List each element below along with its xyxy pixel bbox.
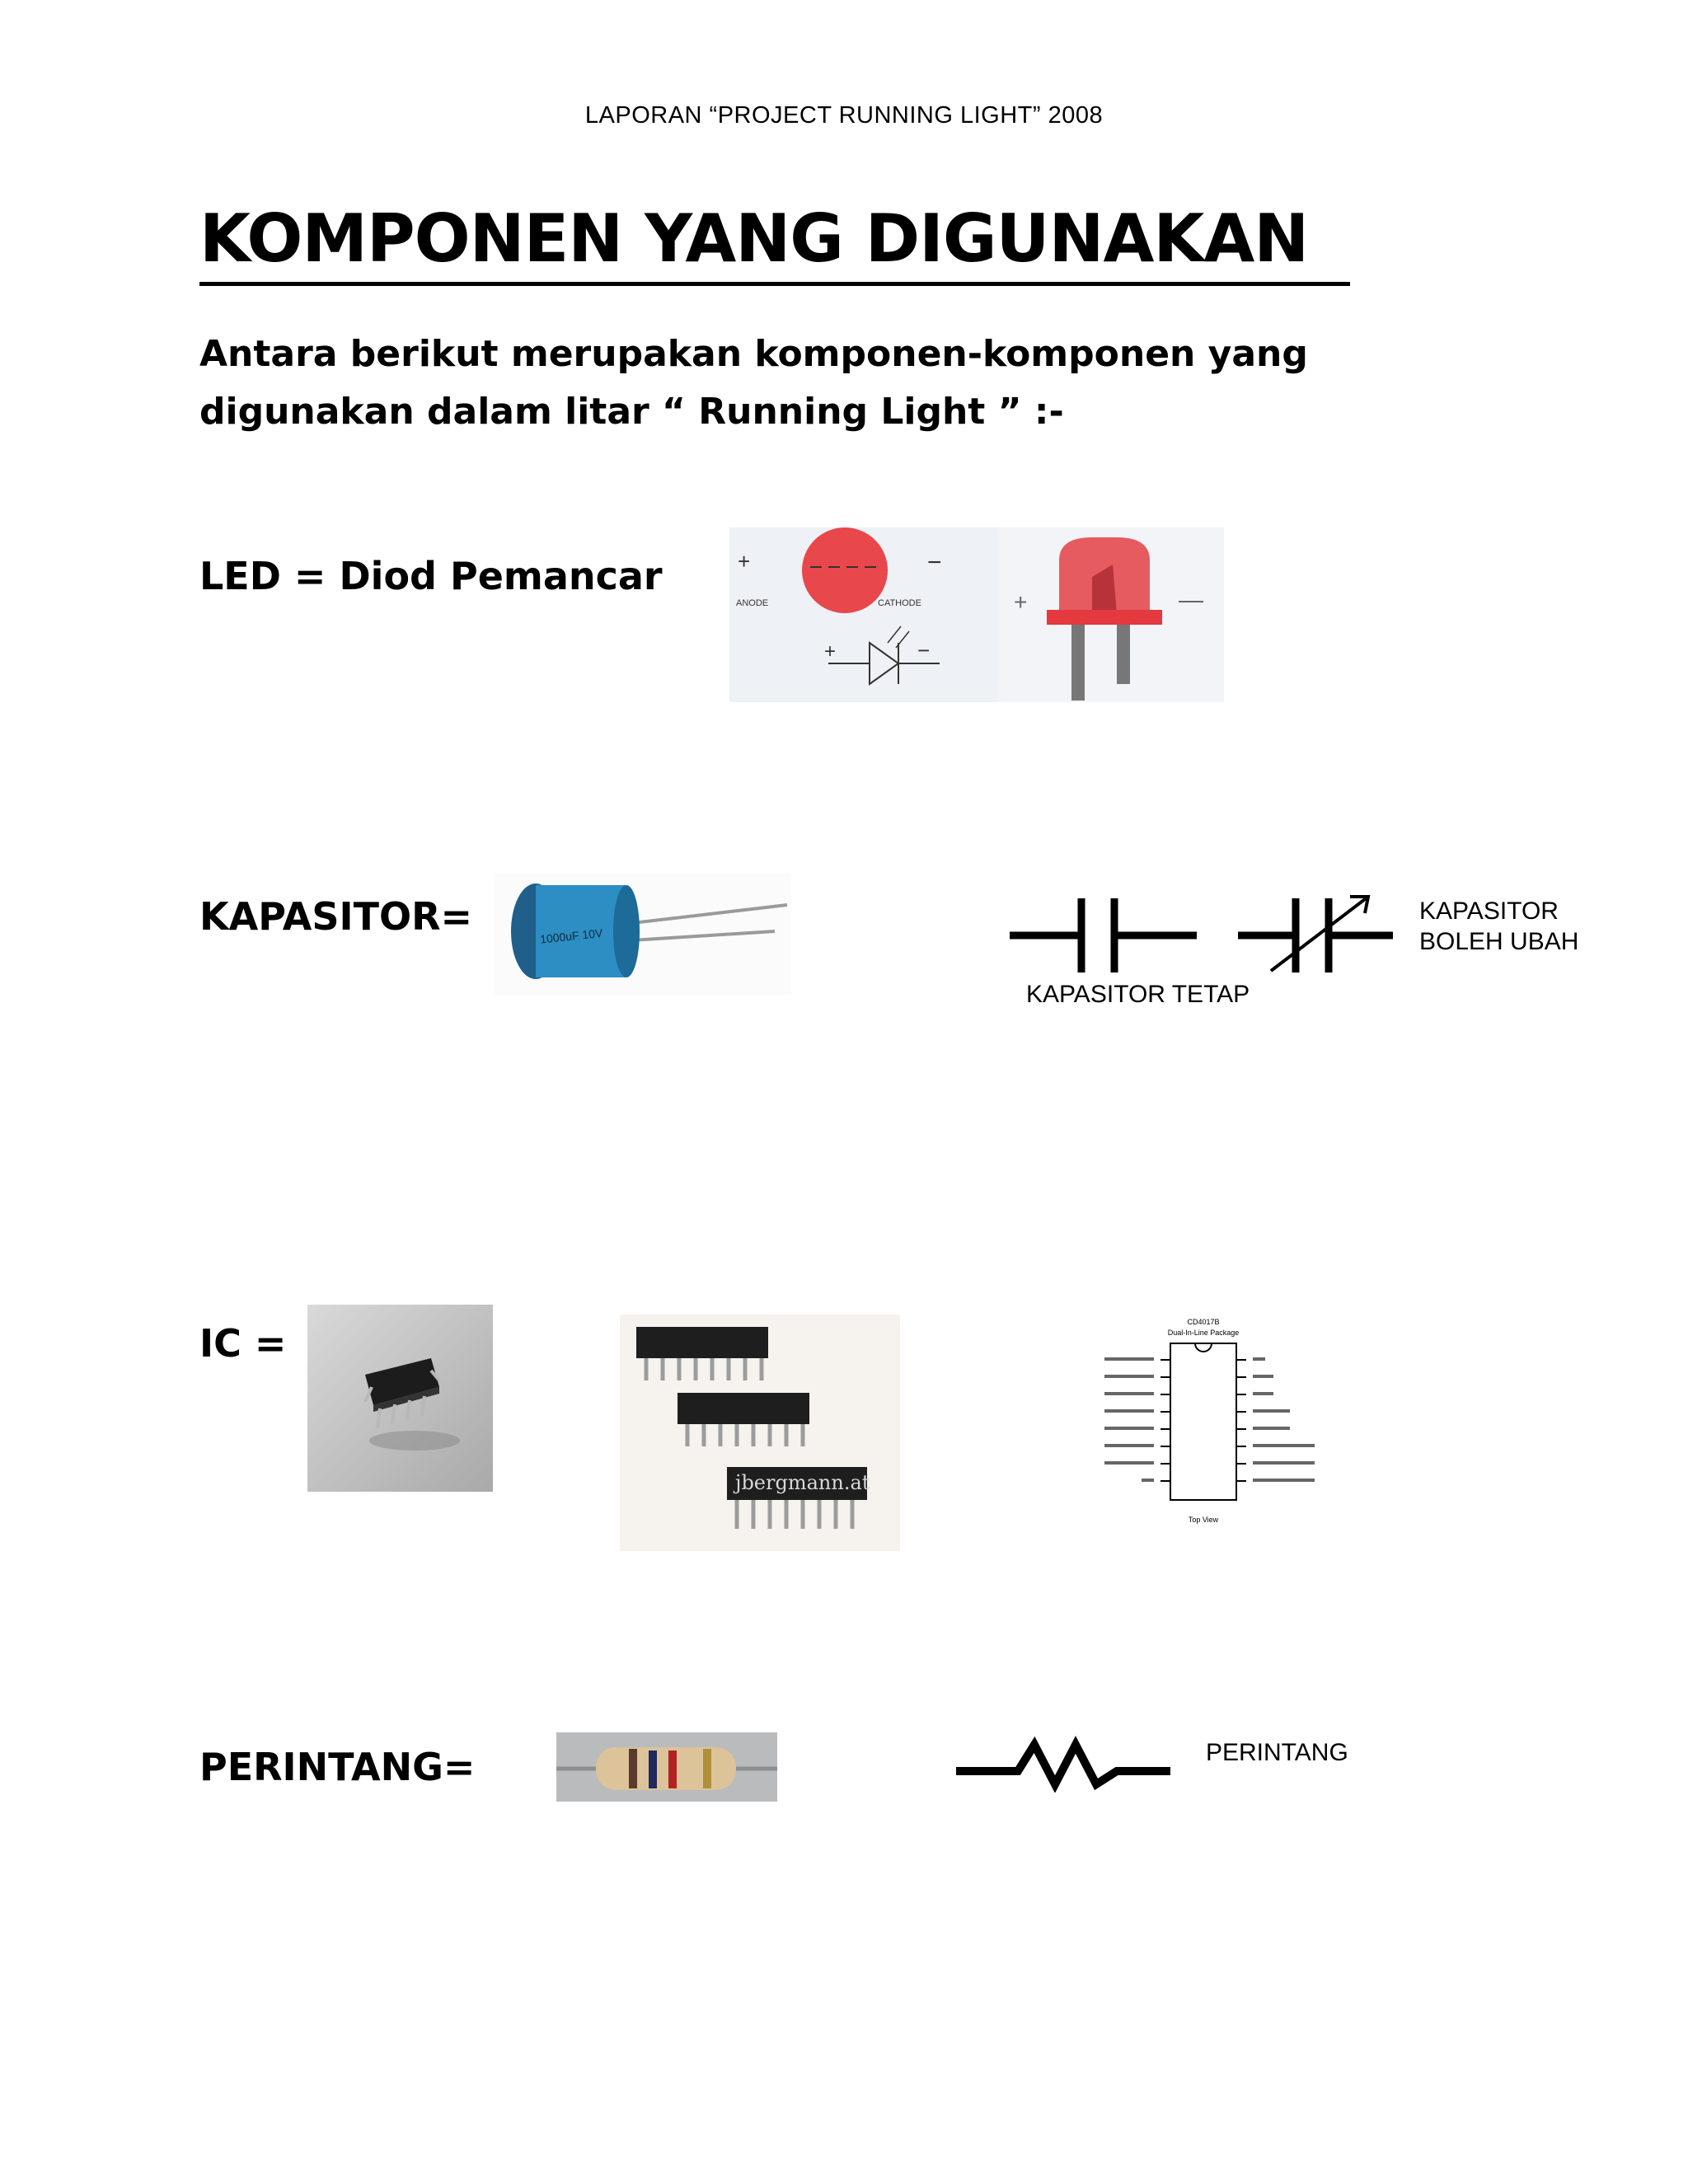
anode-text: ANODE	[736, 598, 769, 608]
led-diagram	[729, 527, 1224, 702]
intro-paragraph	[199, 326, 1436, 441]
capacitor-photo-svg	[495, 874, 791, 996]
cathode-text: CATHODE	[878, 598, 921, 608]
variable-capacitor-label-2: BOLEH UBAH	[1419, 928, 1579, 955]
capacitor-symbols-svg	[1006, 890, 1401, 981]
resistor-photo	[556, 1732, 777, 1802]
ic-label: IC =	[199, 1321, 287, 1366]
capacitor-marking: 1000uF 10V	[539, 926, 603, 946]
page-title: KOMPONEN YANG DIGUNAKAN	[199, 198, 1350, 286]
svg-text:+: +	[738, 549, 751, 574]
capacitor-photo	[495, 874, 791, 996]
pinout-footer: Top View	[1188, 1516, 1219, 1524]
ic-pinout-diagram	[1071, 1315, 1335, 1533]
ic-16pin-photo-svg	[620, 1315, 900, 1551]
resistor-symbol-label: PERINTANG	[1206, 1739, 1348, 1766]
pinout-title: CD4017B	[1187, 1318, 1220, 1326]
ic-8pin-photo-svg	[307, 1305, 493, 1492]
resistor-photo-svg	[556, 1732, 777, 1802]
variable-capacitor-label	[1419, 896, 1578, 957]
fixed-capacitor-label: KAPASITOR TETAP	[1026, 981, 1250, 1008]
svg-text:+: +	[1014, 589, 1028, 615]
ic-pinout-svg	[1071, 1315, 1335, 1533]
svg-text:−: −	[917, 638, 931, 663]
running-header: LAPORAN “PROJECT RUNNING LIGHT” 2008	[584, 102, 1104, 129]
ic-8pin-photo	[307, 1305, 493, 1492]
resistor-symbol-svg	[952, 1735, 1175, 1793]
svg-text:+: +	[824, 640, 837, 663]
intro-line-1: Antara berikut merupakan komponen-komponen yang	[199, 333, 1308, 375]
led-label: LED = Diod Pemancar	[199, 554, 663, 598]
capacitor-symbols	[1006, 890, 1401, 981]
perintang-label: PERINTANG=	[199, 1745, 476, 1789]
ic-16pin-photo	[620, 1315, 900, 1551]
intro-line-2: digunakan dalam litar “ Running Light ” :-	[199, 391, 1064, 433]
variable-capacitor-label-1: KAPASITOR	[1419, 898, 1559, 925]
resistor-symbol	[952, 1735, 1175, 1793]
ic-watermark: jbergmann.at	[735, 1471, 870, 1494]
svg-text:−: −	[927, 549, 942, 576]
led-diagram-svg	[729, 527, 1224, 702]
pinout-subtitle: Dual-In-Line Package	[1167, 1329, 1240, 1337]
kapasitor-label: KAPASITOR=	[199, 894, 473, 939]
